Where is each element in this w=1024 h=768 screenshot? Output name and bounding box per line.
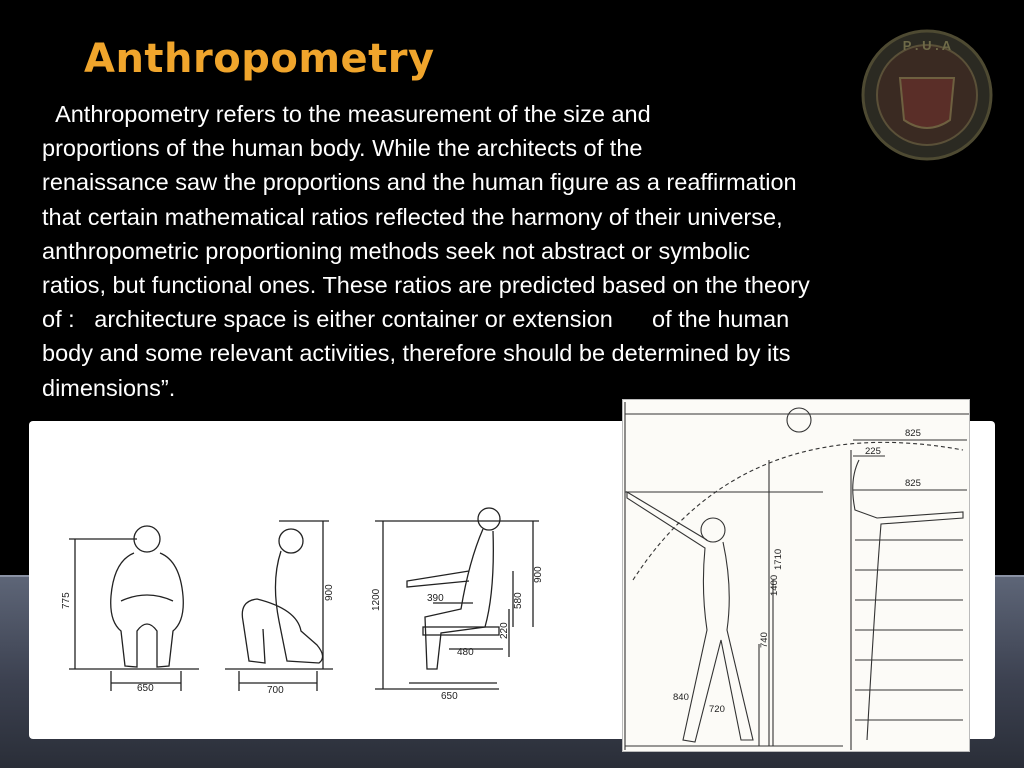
seal-lettering: P . U . A — [902, 38, 952, 53]
dim-label: 580 — [513, 592, 524, 609]
dim-label: 900 — [324, 584, 335, 601]
arm-span-drawings — [623, 400, 970, 752]
dim-label: 825 — [905, 428, 921, 439]
dim-label: 650 — [137, 683, 154, 694]
dim-label: 1710 — [773, 548, 784, 570]
dim-label: 650 — [441, 691, 458, 702]
dim-label: 225 — [865, 446, 881, 457]
body-line: proportions of the human body. While the architects of the — [42, 135, 643, 162]
body-line: Anthropometry refers to the measurement of the size and — [42, 101, 651, 127]
dim-label: 775 — [61, 592, 72, 609]
sitting-front-figure — [69, 526, 199, 691]
dim-label: 390 — [427, 593, 444, 604]
slide-title: Anthropometry — [84, 36, 435, 82]
dim-label: 825 — [905, 478, 921, 489]
dim-label: 700 — [267, 685, 284, 696]
dim-label: 900 — [533, 566, 544, 583]
arm-span-drawing — [622, 399, 970, 752]
body-line: body and some relevant activities, therefore should be determined by its — [42, 340, 791, 367]
slide-body-text — [42, 97, 982, 405]
dim-label: 1200 — [371, 588, 382, 611]
dim-label: 740 — [759, 632, 770, 648]
body-line: anthropometric proportioning methods seek not abstract or symbolic — [42, 237, 750, 264]
body-line: renaissance saw the proportions and the human figure as a reaffirmation — [42, 169, 797, 196]
sitting-side-figure — [225, 521, 333, 691]
dim-label: 1400 — [769, 574, 780, 596]
university-seal-icon — [860, 28, 994, 162]
body-line: dimensions”. — [42, 374, 176, 401]
body-line: that certain mathematical ratios reflected the harmony of their universe, — [42, 203, 783, 230]
dim-label: 840 — [673, 692, 689, 703]
body-line: ratios, but functional ones. These ratios are predicted based on the theory — [42, 272, 810, 299]
body-line: of : architecture space is either container or extension of the human — [42, 306, 790, 333]
dim-label: 720 — [709, 704, 725, 715]
dim-label: 480 — [457, 647, 474, 658]
dim-label: 220 — [499, 622, 510, 639]
